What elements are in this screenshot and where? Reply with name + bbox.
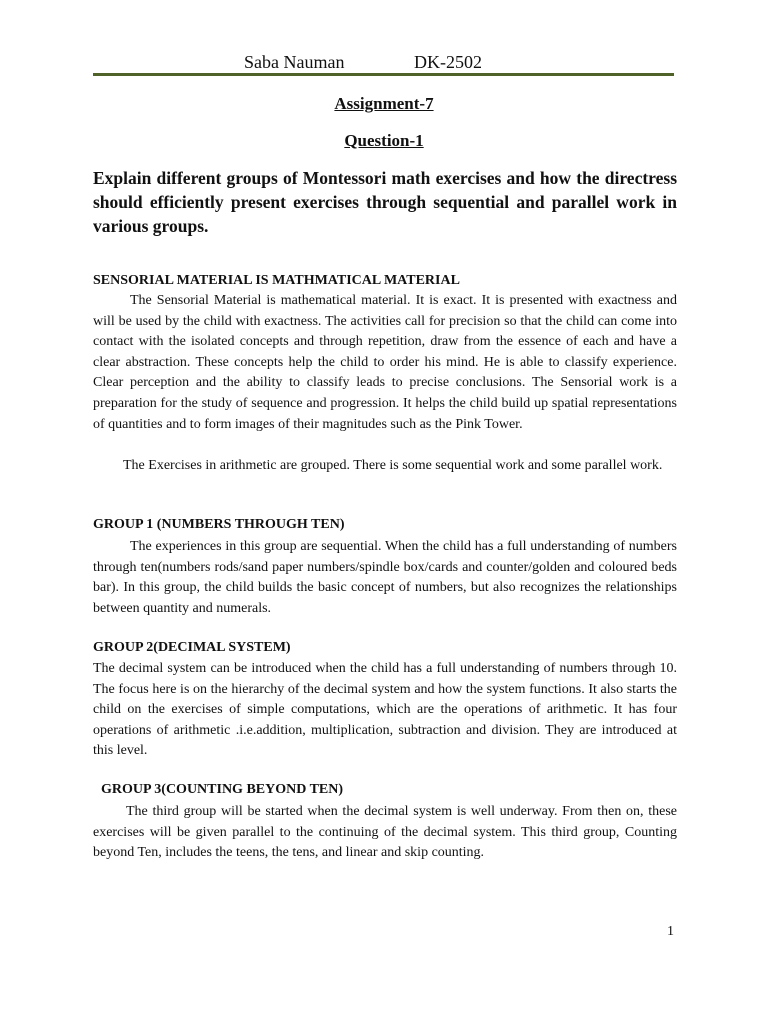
author-name: Saba Nauman: [244, 52, 345, 72]
paragraph-group-3: The third group will be started when the decimal system is well underway. From then on, these exercises will be given parallel to the continuing of the decimal system. This third group, Counting beyond Ten, includes the teens, the tens, and linear and skip counting.: [93, 804, 677, 861]
header-rule: [93, 73, 674, 76]
paragraph-sensorial-1: The Sensorial Material is mathematical material. It is exact. It is presented with exactness and will be used by the child with exactness. The activities call for precision so that the child can come into contact with the isolated concepts and through repetition, draw from the essence of each and have a clear abstraction. These concepts help the child to order his mind. He is able to classify experience. Clear perception and the ability to classify leads to precise conclusions. The Sensorial work is a preparation for the study of sequence and progression. It helps the child build up spatial representations of quantities and to form images of their magnitudes such as the Pink Tower.: [93, 293, 677, 432]
paragraph-group-2: The decimal system can be introduced when the child has a full understanding of numbers through 10. The focus here is on the hierarchy of the decimal system and how the system functions. It also starts the child on the exercises of simple computations, which are the operations of arithmetic. It has four operations of arithmetic .i.e.addition, multiplication, subtraction and division. They are introduced at this level.: [93, 661, 677, 759]
section-title-group-1: GROUP 1 (NUMBERS THROUGH TEN): [93, 517, 345, 532]
section-title-group-3: GROUP 3(COUNTING BEYOND TEN): [101, 782, 344, 797]
section-title-sensorial: SENSORIAL MATERIAL IS MATHMATICAL MATERIAL: [93, 273, 460, 288]
paragraph-sensorial-2: The Exercises in arithmetic are grouped. There is some sequential work and some parallel work.: [123, 458, 663, 473]
student-id: DK-2502: [414, 52, 482, 72]
section-title-group-2: GROUP 2(DECIMAL SYSTEM): [93, 640, 291, 655]
paragraph-group-1: The experiences in this group are sequential. When the child has a full understanding of numbers through ten(numbers rods/sand paper numbers/spindle box/cards and counter/golden and coloured beds bar). In this group, the child builds the basic concept of numbers, but also recognizes the relationships between quantity and numerals.: [93, 539, 677, 616]
question-prompt: Explain different groups of Montessori math exercises and how the directress should efficiently present exercises through sequential and parallel work in various groups.: [93, 168, 677, 236]
question-title: Question-1: [344, 131, 424, 150]
page-number: 1: [667, 924, 674, 939]
assignment-title: Assignment-7: [334, 94, 434, 113]
